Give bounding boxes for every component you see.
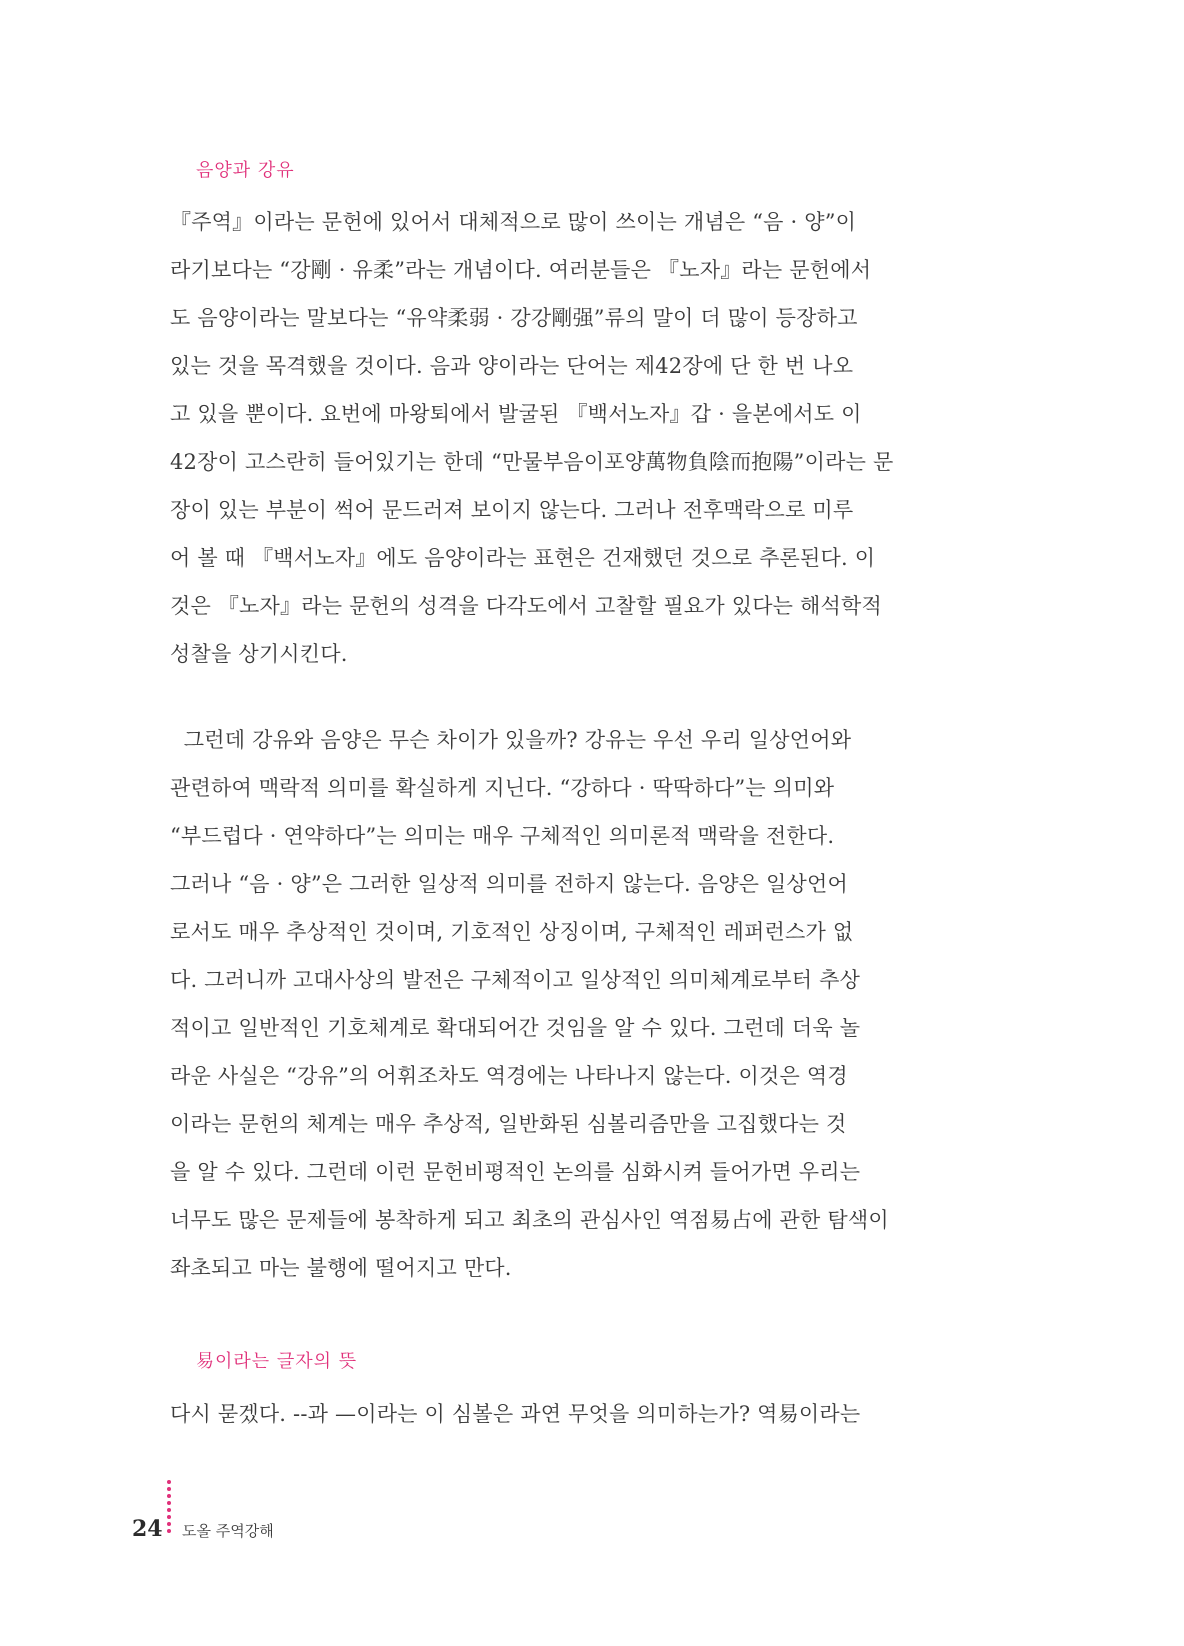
paragraph: [170, 1390, 985, 1438]
text-line: 고 있을 뿐이다. 요번에 마왕퇴에서 발굴된 『백서노자』갑 · 을본에서도 이: [170, 402, 862, 426]
page-footer: [132, 1480, 532, 1550]
text-line: 것은 『노자』라는 문헌의 성격을 다각도에서 고찰할 필요가 있다는 해석학적: [170, 594, 882, 618]
text-line: 너무도 많은 문제들에 봉착하게 되고 최초의 관심사인 역점易占에 관한 탐색이: [170, 1208, 889, 1232]
text-line: 로서도 매우 추상적인 것이며, 기호적인 상징이며, 구체적인 레퍼런스가 없: [170, 920, 854, 944]
paragraph: [170, 716, 985, 1292]
text-line: 『주역』이라는 문헌에 있어서 대체적으로 많이 쓰이는 개념은 “음 · 양”이: [170, 210, 857, 234]
text-line: 적이고 일반적인 기호체계로 확대되어간 것임을 알 수 있다. 그런데 더욱 놀: [170, 1016, 861, 1040]
text-line: 장이 있는 부분이 썩어 문드러져 보이지 않는다. 그러나 전후맥락으로 미루: [170, 498, 854, 522]
text-line: 좌초되고 마는 불행에 떨어지고 만다.: [170, 1256, 512, 1280]
text-line: 도 음양이라는 말보다는 “유약柔弱 · 강강剛强”류의 말이 더 많이 등장하고: [170, 306, 858, 330]
footer-dot-divider: [167, 1480, 171, 1536]
text-line: 이라는 문헌의 체계는 매우 추상적, 일반화된 심볼리즘만을 고집했다는 것: [170, 1112, 847, 1136]
page-number: 24: [132, 1516, 163, 1542]
text-line: 그런데 강유와 음양은 무슨 차이가 있을까? 강유는 우선 우리 일상언어와: [170, 728, 852, 752]
text-line: 을 알 수 있다. 그런데 이런 문헌비평적인 논의를 심화시켜 들어가면 우리는: [170, 1160, 861, 1184]
text-line: 있는 것을 목격했을 것이다. 음과 양이라는 단어는 제42장에 단 한 번 나오: [170, 354, 854, 378]
text-line: 어 볼 때 『백서노자』에도 음양이라는 표현은 건재했던 것으로 추론된다. 이: [170, 546, 876, 570]
text-line: 관련하여 맥락적 의미를 확실하게 지닌다. “강하다 · 딱딱하다”는 의미와: [170, 776, 835, 800]
text-line: 다시 묻겠다. --과 —이라는 이 심볼은 과연 무엇을 의미하는가? 역易이라는: [170, 1402, 861, 1426]
text-line: 성찰을 상기시킨다.: [170, 642, 348, 666]
running-footer-title: 도올 주역강해: [182, 1522, 274, 1540]
text-line: 42장이 고스란히 들어있기는 한데 “만물부음이포양萬物負陰而抱陽”이라는 문: [170, 450, 894, 474]
text-line: 다. 그러니까 고대사상의 발전은 구체적이고 일상적인 의미체계로부터 추상: [170, 968, 861, 992]
text-line: 라기보다는 “강剛 · 유柔”라는 개념이다. 여러분들은 『노자』라는 문헌에서: [170, 258, 872, 282]
section-heading: 易이라는 글자의 뜻: [196, 1351, 358, 1372]
paragraph: [170, 198, 985, 678]
text-line: “부드럽다 · 연약하다”는 의미는 매우 구체적인 의미론적 맥락을 전한다.: [170, 824, 835, 848]
text-line: 라운 사실은 “강유”의 어휘조차도 역경에는 나타나지 않는다. 이것은 역경: [170, 1064, 848, 1088]
text-line: 그러나 “음 · 양”은 그러한 일상적 의미를 전하지 않는다. 음양은 일상언어: [170, 872, 848, 896]
section-heading: 음양과 강유: [196, 160, 295, 181]
